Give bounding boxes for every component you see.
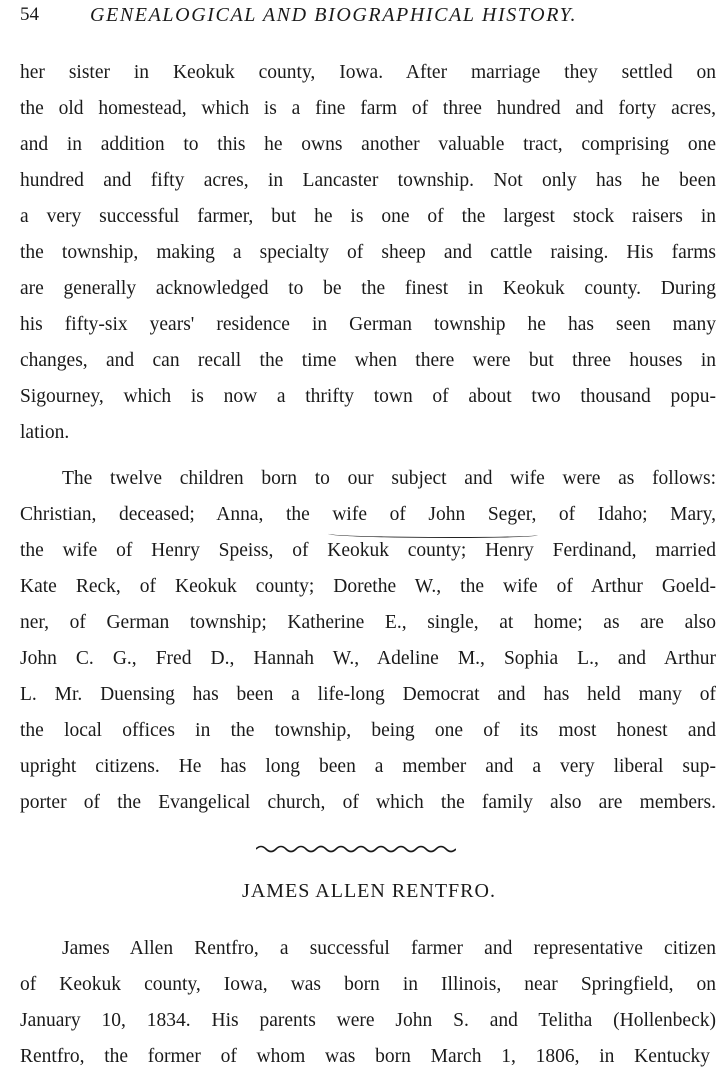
text-line: the wife of Henry Speiss, of Keokuk county; Henry Ferdinand, married (20, 540, 716, 561)
text-line: his fifty-six years' residence in German township he has seen many (20, 314, 716, 335)
text-line: the township, making a specialty of sheep and cattle raising. His farms (20, 242, 716, 263)
text-line: of Keokuk county, Iowa, was born in Illinois, near Springfield, on (20, 974, 716, 995)
text-line: changes, and can recall the time when there were but three houses in (20, 350, 716, 371)
text-line: John C. G., Fred D., Hannah W., Adeline M., Sophia L., and Arthur (20, 648, 716, 669)
text-line: Sigourney, which is now a thrifty town of about two thousand popu- (20, 386, 716, 407)
text-line: lation. (20, 422, 70, 443)
text-line: Kate Reck, of Keokuk county; Dorethe W., the wife of Arthur Goeld- (20, 576, 716, 597)
text-line: Christian, deceased; Anna, the wife of John Seger, of Idaho; Mary, (20, 504, 716, 525)
text-line: upright citizens. He has long been a member and a very liberal sup- (20, 756, 716, 777)
running-head (20, 4, 680, 34)
text-line: ner, of German township; Katherine E., single, at home; as are also (20, 612, 716, 633)
section-heading (0, 880, 726, 903)
text-line: and in addition to this he owns another valuable tract, comprising one (20, 134, 716, 155)
section-heading-text: JAMES ALLEN RENTFRO. (242, 880, 496, 902)
text-line: James Allen Rentfro, a successful farmer and representative citizen (62, 938, 716, 959)
text-line: The twelve children born to our subject and wife were as follows: (62, 468, 716, 489)
running-head-title: GENEALOGICAL AND BIOGRAPHICAL HISTORY. (90, 4, 578, 26)
text-line: the local offices in the township, being one of its most honest and (20, 720, 716, 741)
wavy-section-divider (256, 843, 456, 855)
text-line: hundred and fifty acres, in Lancaster township. Not only has he been (20, 170, 716, 191)
text-line: January 10, 1834. His parents were John S. and Telitha (Hollenbeck) (20, 1010, 716, 1031)
page-number: 54 (20, 4, 39, 25)
text-line: L. Mr. Duensing has been a life-long Democrat and has held many of (20, 684, 716, 705)
text-line: a very successful farmer, but he is one of the largest stock raisers in (20, 206, 716, 227)
text-line: the old homestead, which is a fine farm of three hundred and forty acres, (20, 98, 716, 119)
text-line: are generally acknowledged to be the finest in Keokuk county. During (20, 278, 716, 299)
text-line: Rentfro, the former of whom was born March 1, 1806, in Kentucky (20, 1046, 710, 1067)
text-line: porter of the Evangelical church, of which the family also are members. (20, 792, 716, 813)
text-line: her sister in Keokuk county, Iowa. After marriage they settled on (20, 62, 716, 83)
